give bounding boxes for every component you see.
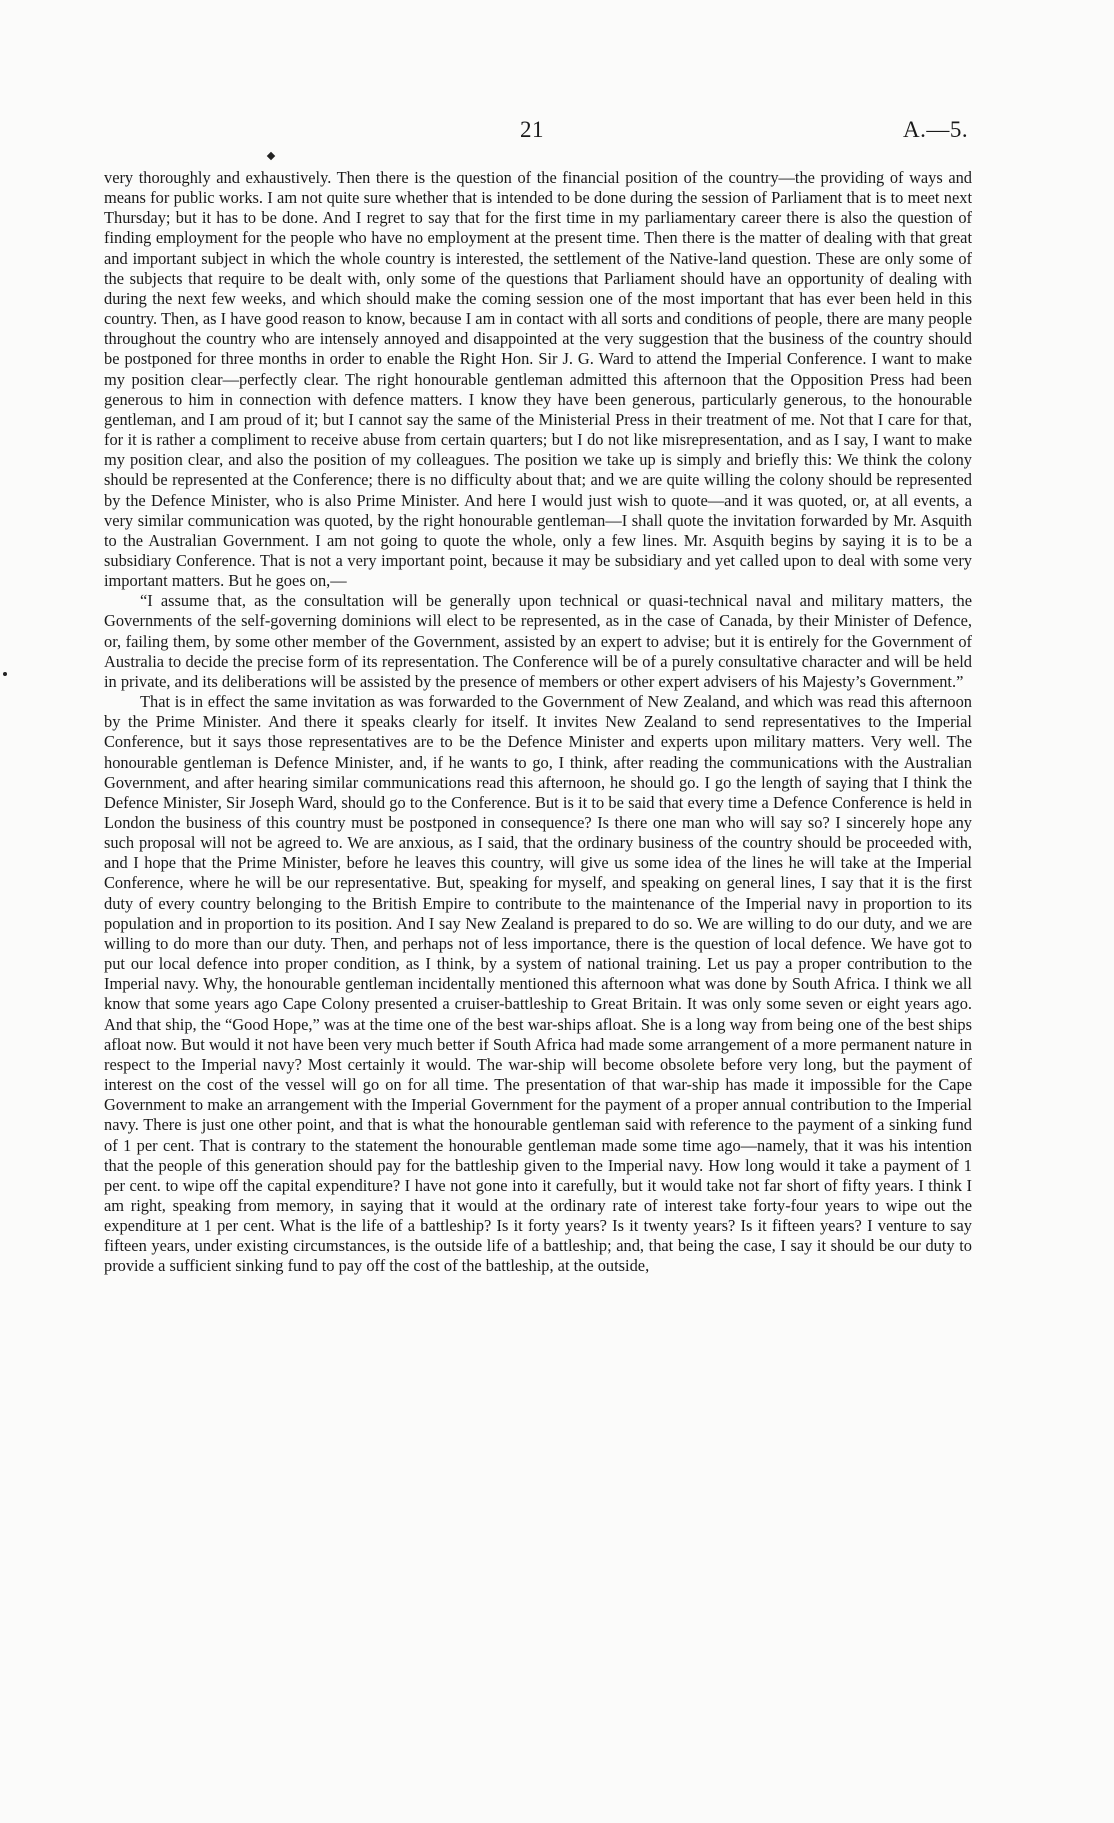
paragraph: That is in effect the same invitation as was forwarded to the Government of New Zealand, and which was read this afternoon by the Prime Minister. And there it speaks clearly for itself. It invites New Zealand to send representatives to the Imperial Conference, but it says those representatives are to be the Defence Minister and experts upon military matters. Very well. The honourable gentleman is Defence Minister, and, if he wants to go, I think, after reading the communications with the Australian Government, and after hearing similar communications read this afternoon, he should go. I go the length of saying that I think the Defence Minister, Sir Joseph Ward, should go to the Conference. But is it to be said that every time a Defence Conference is held in London the business of this country must be postponed in consequence? Is there one man who will say so? I sincerely hope any such proposal will not be agreed to. We are anxious, as I said, that the ordinary business of the country should be proceeded with, and I hope that the Prime Minister, before he leaves this country, will give us some idea of the lines he will take at the Imperial Conference, where he will be our representative. But, speaking for myself, and speaking on general lines, I say that it is the first duty of every country belonging to the British Empire to contribute to the maintenance of the Imperial navy in proportion to its population and in proportion to its position. And I say New Zealand is prepared to do so. We are willing to do our duty, and we are willing to do more than our duty. Then, and perhaps not of less importance, there is the question of local defence. We have got to put our local defence into proper condition, as I think, by a system of national training. Let us pay a proper contribution to the Imperial navy. Why, the honourable gentleman incidentally mentioned this afternoon what was done by South Africa. I think we all know that some years ago Cape Colony presented a cruiser-battleship to Great Britain. It was only some seven or eight years ago. And that ship, the “Good Hope,” was at the time one of the best war-ships afloat. She is a long way from being one of the best ships afloat now. But would it not have been very much better if South Africa had made some arrangement of a more permanent nature in respect to the Imperial navy? Most certainly it would. The war-ship will become obsolete before very long, but the payment of interest on the cost of the vessel will go on for all time. The presentation of that war-ship has made it impossible for the Cape Government to make an arrangement with the Imperial Government for the payment of a proper annual contribution to the Imperial navy. There is just one other point, and that is what the honourable gentleman said with reference to the payment of a sinking fund of 1 per cent. That is contrary to the statement the honourable gentleman made some time ago—namely, that it was his intention that the people of this generation should pay for the battleship given to the Imperial navy. How long would it take a payment of 1 per cent. to wipe off the capital expenditure? I have not gone into it carefully, but it would take not far short of fifty years. I think I am right, speaking from memory, in saying that it would at the ordinary rate of interest take forty-four years to wipe out the expenditure at 1 per cent. What is the life of a battleship? Is it forty years? Is it twenty years? Is it fifteen years? I venture to say fifteen years, under existing circumstances, is the outside life of a battleship; and, that being the case, I say it should be our duty to provide a sufficient sinking fund to pay off the cost of the battleship, at the outside, (104, 692, 972, 1276)
paper-reference: A.—5. (903, 117, 969, 142)
body-text (104, 168, 972, 1277)
quoted-invitation: “I assume that, as the consultation will be generally upon technical or quasi-technical naval and military matters, the Governments of the self-governing dominions will elect to be represented, as in the case of Canada, by their Minister of Defence, or, failing them, by some other member of the Government, assisted by an expert to advise; but it is entirely for the Government of Australia to decide the precise form of its representation. The Conference will be of a purely consultative character and will be held in private, and its deliberations will be assisted by the presence of members or other expert advisers of his Majesty’s Government.” (104, 591, 972, 691)
paragraph-continued: very thoroughly and exhaustively. Then there is the question of the financial position of the country—the providing of ways and means for public works. I am not quite sure whether that is intended to be done during the session of Parliament that is to meet next Thursday; but it has to be done. And I regret to say that for the first time in my parliamentary career there is also the question of finding employment for the people who have no employment at the present time. Then there is the matter of dealing with that great and important subject in which the whole country is interested, the settlement of the Native-land question. These are only some of the subjects that require to be dealt with, only some of the questions that Parliament should have an opportunity of dealing with during the next few weeks, and which should make the coming session one of the most important that has ever been held in this country. Then, as I have good reason to know, because I am in contact with all sorts and conditions of people, there are many people throughout the country who are intensely annoyed and disappointed at the very suggestion that the business of the country should be postponed for three months in order to enable the Right Hon. Sir J. G. Ward to attend the Imperial Conference. I want to make my position clear—perfectly clear. The right honourable gentleman admitted this afternoon that the Opposition Press had been generous to him in connection with defence matters. I know they have been generous, particularly generous, to the honourable gentleman, and I am proud of it; but I cannot say the same of the Ministerial Press in their treatment of me. Not that I care for that, for it is rather a compliment to receive abuse from certain quarters; but I do not like misrepresentation, and as I say, I want to make my position clear, and also the position of my colleagues. The position we take up is simply and briefly this: We think the colony should be represented at the Conference; there is no difficulty about that; and we are quite willing the colony should be represented by the Defence Minister, who is also Prime Minister. And here I would just wish to quote—and it was quoted, or, at all events, a very similar communication was quoted, by the right honourable gentleman—I shall quote the invitation forwarded by Mr. Asquith to the Australian Government. I am not going to quote the whole, only a few lines. Mr. Asquith begins by saying it is to be a subsidiary Conference. That is not a very important point, because it may be subsidiary and yet called upon to deal with some very important matters. But he goes on,— (104, 168, 972, 591)
page-number: 21 (520, 117, 544, 142)
ink-mark (267, 152, 275, 160)
margin-dot (3, 672, 7, 676)
page-header (0, 117, 1114, 149)
